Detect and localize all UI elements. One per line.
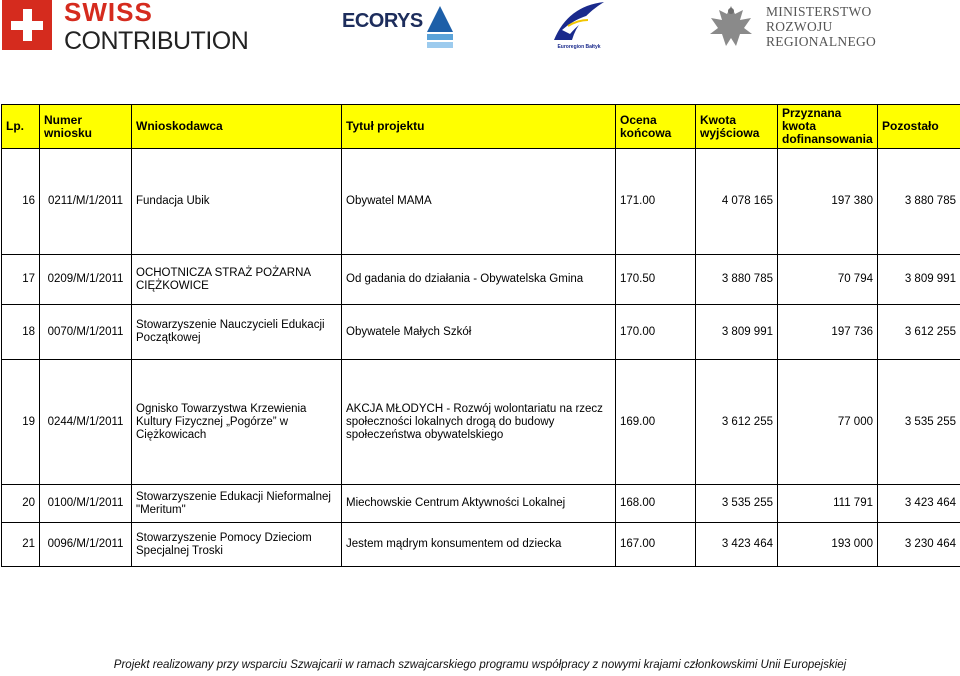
euroregion-caption: Euroregion Bałtyk [557, 44, 601, 50]
cell-pozostalo: 3 809 991 [878, 255, 960, 305]
cell-tytul: Od gadania do działania - Obywatelska Gmina [342, 255, 616, 305]
swiss-logo-line2: CONTRIBUTION [64, 27, 249, 55]
cell-przyznana: 70 794 [778, 255, 878, 305]
table-row [2, 149, 960, 255]
ministry-line1: MINISTERSTWO [766, 4, 872, 19]
col-header-pozostalo: Pozostało [878, 105, 960, 149]
table-row [2, 305, 960, 360]
cell-lp: 18 [2, 305, 40, 360]
cell-pozostalo: 3 612 255 [878, 305, 960, 360]
cell-kwota: 4 078 165 [696, 149, 778, 255]
cell-wnioskodawca: Stowarzyszenie Edukacji Nieformalnej "Meritum" [132, 485, 342, 523]
ministry-line3: REGIONALNEGO [766, 34, 877, 49]
cell-przyznana: 197 380 [778, 149, 878, 255]
col-header-numer: Numer wniosku [40, 105, 132, 149]
polish-eagle-icon [706, 2, 756, 52]
cell-ocena: 169.00 [616, 360, 696, 485]
cell-lp: 19 [2, 360, 40, 485]
swiss-flag-icon [2, 0, 52, 50]
cell-lp: 16 [2, 149, 40, 255]
col-header-wnioskodawca: Wnioskodawca [132, 105, 342, 149]
cell-tytul: Obywatele Małych Szkół [342, 305, 616, 360]
cell-wnioskodawca: Stowarzyszenie Nauczycieli Edukacji Początkowej [132, 305, 342, 360]
col-header-przyznana: Przyznana kwota dofinansowania [778, 105, 878, 149]
cell-pozostalo: 3 535 255 [878, 360, 960, 485]
cell-numer: 0211/M/1/2011 [40, 149, 132, 255]
cell-wnioskodawca: Ognisko Towarzystwa Krzewienia Kultury Fizycznej „Pogórze” w Ciężkowicach [132, 360, 342, 485]
cell-ocena: 170.00 [616, 305, 696, 360]
cell-ocena: 171.00 [616, 149, 696, 255]
cell-przyznana: 193 000 [778, 523, 878, 567]
cell-numer: 0244/M/1/2011 [40, 360, 132, 485]
cell-lp: 20 [2, 485, 40, 523]
cell-lp: 17 [2, 255, 40, 305]
ministry-line2: ROZWOJU [766, 19, 833, 34]
cell-lp: 21 [2, 523, 40, 567]
cell-wnioskodawca: Fundacja Ubik [132, 149, 342, 255]
col-header-ocena: Ocena końcowa [616, 105, 696, 149]
cell-tytul: Obywatel MAMA [342, 149, 616, 255]
ecorys-drop-icon [426, 6, 454, 50]
euroregion-bird-icon [548, 0, 610, 44]
swiss-contribution-logo [2, 0, 250, 55]
footer-note: Projekt realizowany przy wsparciu Szwajcarii w ramach szwajcarskiego programu współpracy z nowymi krajami członkowskimi Unii Europejskiej [113, 659, 847, 671]
cell-wnioskodawca: OCHOTNICZA STRAŻ POŻARNA CIĘŻKOWICE [132, 255, 342, 305]
table-row [2, 523, 960, 567]
ecorys-logo [342, 6, 457, 48]
cell-numer: 0096/M/1/2011 [40, 523, 132, 567]
cell-kwota: 3 809 991 [696, 305, 778, 360]
cell-przyznana: 111 791 [778, 485, 878, 523]
cell-kwota: 3 535 255 [696, 485, 778, 523]
cell-kwota: 3 880 785 [696, 255, 778, 305]
cell-ocena: 167.00 [616, 523, 696, 567]
cell-kwota: 3 612 255 [696, 360, 778, 485]
table-row [2, 485, 960, 523]
cell-ocena: 170.50 [616, 255, 696, 305]
euroregion-baltyk-logo [548, 0, 610, 52]
col-header-tytul: Tytuł projektu [342, 105, 616, 149]
cell-wnioskodawca: Stowarzyszenie Pomocy Dzieciom Specjalnej Troski [132, 523, 342, 567]
cell-tytul: AKCJA MŁODYCH - Rozwój wolontariatu na rzecz społeczności lokalnych drogą do budowy społeczeństwa obywatelskiego [342, 360, 616, 485]
cell-tytul: Miechowskie Centrum Aktywności Lokalnej [342, 485, 616, 523]
cell-przyznana: 77 000 [778, 360, 878, 485]
cell-ocena: 168.00 [616, 485, 696, 523]
cell-numer: 0209/M/1/2011 [40, 255, 132, 305]
ecorys-wordmark: ECORYS [342, 10, 423, 32]
header-logos [0, 0, 960, 60]
table-row [2, 360, 960, 485]
cell-pozostalo: 3 880 785 [878, 149, 960, 255]
col-header-lp: Lp. [2, 105, 40, 149]
cell-przyznana: 197 736 [778, 305, 878, 360]
ministry-logo [706, 2, 956, 52]
ranking-table [1, 104, 960, 567]
cell-pozostalo: 3 230 464 [878, 523, 960, 567]
cell-numer: 0100/M/1/2011 [40, 485, 132, 523]
col-header-kwota: Kwota wyjściowa [696, 105, 778, 149]
swiss-logo-line1: SWISS [64, 0, 153, 27]
cell-pozostalo: 3 423 464 [878, 485, 960, 523]
table-row [2, 255, 960, 305]
cell-kwota: 3 423 464 [696, 523, 778, 567]
header-row [2, 105, 960, 149]
cell-numer: 0070/M/1/2011 [40, 305, 132, 360]
cell-tytul: Jestem mądrym konsumentem od dziecka [342, 523, 616, 567]
